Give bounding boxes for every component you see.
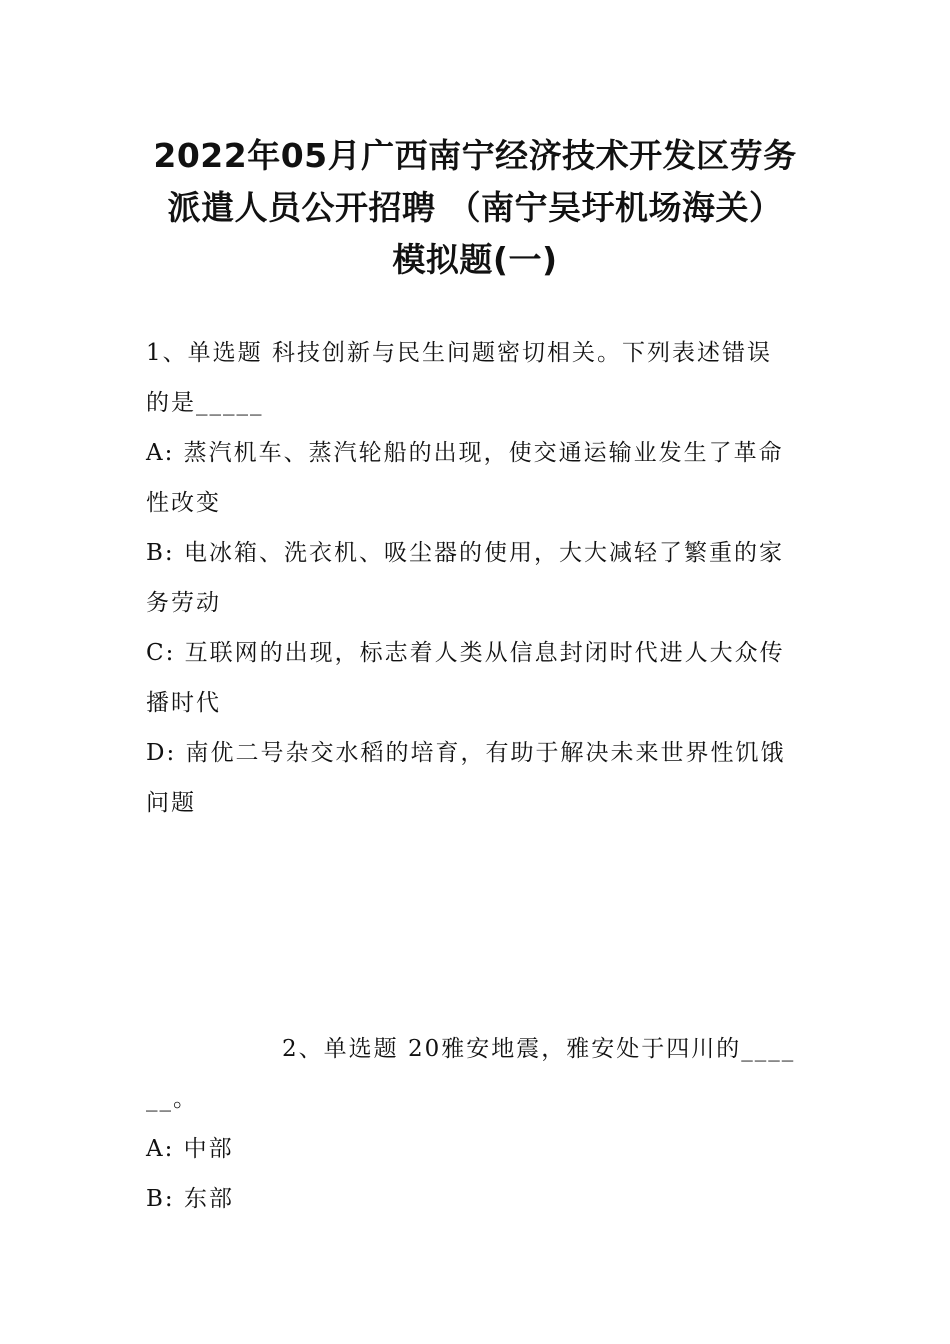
- option-d-line: D: 南优二号杂交水稻的培育，有助于解决未来世界性饥饿: [146, 740, 786, 766]
- question-stem-line: 1、单选题 科技创新与民生问题密切相关。下列表述错误: [146, 340, 772, 366]
- option-b-line: B: 电冰箱、洗衣机、吸尘器的使用，大大减轻了繁重的家: [146, 540, 784, 566]
- title-line: 2022年05月广西南宁经济技术开发区劳务: [153, 136, 797, 175]
- question-2: [146, 1024, 806, 1224]
- question-stem-line: __。: [146, 1086, 198, 1112]
- option-a-line: A: 蒸汽机车、蒸汽轮船的出现，使交通运输业发生了革命: [146, 440, 784, 466]
- option-c-line: 播时代: [146, 690, 221, 716]
- option-c-line: C: 互联网的出现，标志着人类从信息封闭时代进人大众传: [146, 640, 785, 666]
- question-stem-line: 的是_____: [146, 390, 264, 416]
- option-b-line: 务劳动: [146, 590, 221, 616]
- option-a-line: A: 中部: [146, 1136, 234, 1162]
- question-stem-line: 2、单选题 20雅安地震，雅安处于四川的____: [282, 1036, 796, 1062]
- option-a-line: 性改变: [146, 490, 221, 516]
- question-1: [146, 328, 806, 828]
- title-line: 模拟题(一): [392, 240, 558, 279]
- option-b-line: B: 东部: [146, 1186, 234, 1212]
- title-line: 派遣人员公开招聘 （南宁吴圩机场海关）: [167, 188, 783, 227]
- document-title: [110, 130, 840, 286]
- option-d-line: 问题: [146, 790, 196, 816]
